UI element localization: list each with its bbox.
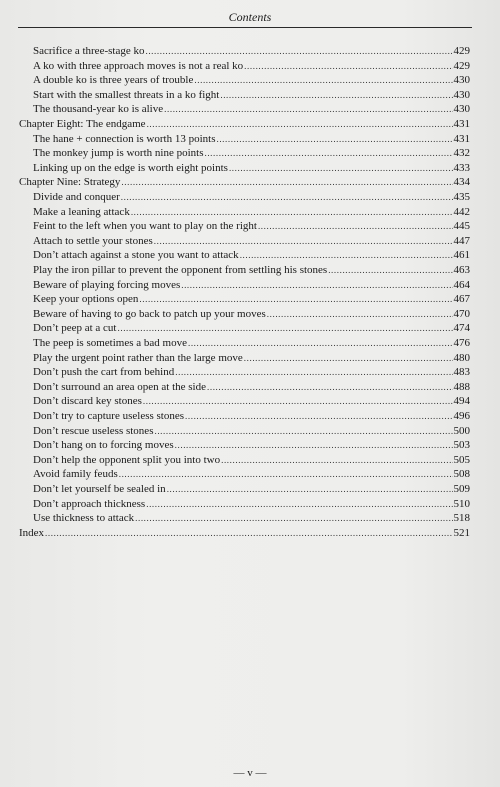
toc-entry-row [33, 351, 470, 365]
toc-entry-row [33, 409, 470, 423]
dot-leader [167, 482, 453, 496]
toc-entry-title: A double ko is three years of trouble [33, 74, 194, 87]
toc-page-number: 429 [453, 45, 470, 57]
toc-entry-row [33, 88, 470, 102]
toc-page-number: 447 [453, 234, 470, 247]
toc-page-number: 434 [453, 176, 470, 189]
dot-leader [154, 424, 452, 438]
toc-entry-row [33, 132, 470, 146]
dot-leader [216, 132, 452, 146]
toc-entry-title: Play the iron pillar to prevent the opponent from settling his stones [33, 264, 328, 276]
toc-page-number: 433 [453, 161, 470, 174]
toc-entry-title: Index [19, 526, 45, 539]
toc-page-number: 445 [453, 220, 470, 233]
toc-entry-row [33, 365, 470, 379]
toc-entry-title: Don’t discard key stones [33, 395, 142, 408]
toc-entry-row [33, 73, 470, 87]
dot-leader [240, 248, 453, 262]
toc-page-number: 463 [453, 264, 470, 276]
toc-page-number: 429 [453, 59, 470, 72]
toc-entry-title: Start with the smallest threats in a ko fight [33, 88, 220, 101]
toc-entry-title: Don’t try to capture useless stones [33, 410, 185, 422]
toc-entry-row [33, 321, 470, 335]
toc-entry-title: Linking up on the edge is worth eight points [33, 161, 228, 174]
running-header: Contents [228, 10, 272, 24]
dot-leader [164, 102, 452, 116]
toc-entry-title: Don’t push the cart from behind [33, 366, 175, 379]
toc-entry-row [33, 380, 470, 394]
toc-entry-title: A ko with three approach moves is not a real ko [33, 59, 244, 72]
toc-entry-title: Don’t surround an area open at the side [33, 380, 206, 393]
dot-leader [145, 44, 452, 58]
toc-entry-title: The thousand-year ko is alive [33, 103, 164, 116]
dot-leader [188, 336, 453, 350]
toc-entry-title: Don’t approach thickness [33, 497, 146, 510]
toc-entry-row [33, 438, 470, 452]
dot-leader [221, 453, 452, 467]
toc-page-number: 430 [453, 88, 470, 101]
dot-leader [175, 438, 453, 452]
toc-entry-row [33, 511, 470, 525]
toc-page-number: 474 [453, 322, 470, 335]
toc-page-number: 476 [453, 337, 470, 349]
dot-leader [175, 365, 452, 379]
toc-page-number: 508 [453, 468, 470, 481]
toc-entry-title: Don’t attach against a stone you want to attack [33, 249, 239, 262]
toc-entry-row [33, 44, 470, 58]
dot-leader [258, 219, 453, 233]
toc-entry-row [33, 146, 470, 160]
toc-page-number: 509 [453, 483, 470, 495]
dot-leader [229, 161, 453, 175]
dot-leader [139, 292, 452, 306]
dot-leader [328, 263, 452, 277]
toc-entry-row [33, 467, 470, 481]
dot-leader [185, 409, 452, 423]
toc-page-number: 464 [453, 278, 470, 291]
toc-page-number: 480 [453, 351, 470, 364]
toc-entry-title: Avoid family feuds [33, 468, 118, 481]
dot-leader [135, 511, 452, 525]
toc-entry-row [33, 424, 470, 438]
toc-page-number: 431 [453, 118, 470, 130]
toc-page-number: 503 [453, 439, 470, 452]
toc-entry-row [33, 219, 470, 233]
toc-entry-row [33, 205, 470, 219]
toc-entry-row [33, 497, 470, 511]
toc-entry-title: Beware of playing forcing moves [33, 278, 181, 291]
toc-entry-title: Chapter Eight: The endgame [19, 118, 146, 130]
dot-leader [147, 117, 453, 131]
toc-entry-title: Sacrifice a three-stage ko [33, 45, 145, 57]
dot-leader [181, 278, 452, 292]
toc-entry-row [33, 278, 470, 292]
header-rule [18, 27, 472, 28]
dot-leader [244, 59, 452, 73]
toc-entry-row [33, 190, 470, 204]
toc-page-number: 505 [453, 453, 470, 466]
toc-entry-title: Keep your options open [33, 293, 139, 306]
toc-entry-row [33, 102, 470, 116]
toc-entry-row [33, 292, 470, 306]
toc-entry-title: Feint to the left when you want to play on the right [33, 220, 257, 233]
toc-entry-title: Don’t hang on to forcing moves [33, 439, 174, 452]
toc-page-number: 432 [453, 147, 470, 160]
toc-entry-row [33, 161, 470, 175]
toc-entry-title: The hane + connection is worth 13 points [33, 132, 216, 145]
toc-page-number: 496 [453, 410, 470, 422]
toc-entry-title: Chapter Nine: Strategy [19, 176, 121, 189]
toc-page-number: 500 [453, 424, 470, 437]
dot-leader [204, 146, 452, 160]
toc-entry-row [33, 59, 470, 73]
dot-leader [121, 175, 452, 189]
toc-entry-title: Divide and conquer [33, 191, 120, 203]
toc-page-number: 431 [453, 132, 470, 145]
toc-entry-row [33, 394, 470, 408]
dot-leader [121, 190, 453, 204]
dot-leader [220, 88, 452, 102]
toc-entry-row [33, 307, 470, 321]
dot-leader [154, 234, 453, 248]
toc-page-number: 483 [453, 366, 470, 379]
toc-entry-title: Don’t help the opponent split you into two [33, 453, 221, 466]
toc-chapter-row [19, 526, 470, 540]
dot-leader [131, 205, 453, 219]
toc-entry-row [33, 248, 470, 262]
toc-page-number: 494 [453, 395, 470, 408]
toc-entry-title: Use thickness to attack [33, 512, 135, 525]
dot-leader [146, 497, 452, 511]
dot-leader [267, 307, 453, 321]
toc-entry-title: Don’t let yourself be sealed in [33, 483, 166, 495]
toc-page-number: 430 [453, 74, 470, 87]
toc-entry-title: Beware of having to go back to patch up your moves [33, 307, 266, 320]
toc-page-number: 435 [453, 191, 470, 203]
toc-entry-row [33, 482, 470, 496]
toc-entry-title: The monkey jump is worth nine points [33, 147, 204, 160]
page-number: — v — [233, 767, 267, 779]
toc-entry-row [33, 453, 470, 467]
dot-leader [207, 380, 453, 394]
toc-page-number: 461 [453, 249, 470, 262]
toc-entry-title: Don’t peep at a cut [33, 322, 117, 335]
dot-leader [244, 351, 453, 365]
toc-chapter-row [19, 117, 470, 131]
toc-entry-title: The peep is sometimes a bad move [33, 337, 187, 349]
toc-page-number: 442 [453, 205, 470, 218]
toc-chapter-row [19, 175, 470, 189]
dot-leader [119, 467, 453, 481]
toc-entry-title: Make a leaning attack [33, 205, 130, 218]
toc-page-number: 467 [453, 293, 470, 306]
toc-page-number: 510 [453, 497, 470, 510]
toc-page-number: 488 [453, 380, 470, 393]
toc-entry-title: Don’t rescue useless stones [33, 424, 154, 437]
toc-entry-title: Play the urgent point rather than the large move [33, 351, 243, 364]
dot-leader [118, 321, 453, 335]
dot-leader [45, 526, 452, 540]
toc-page-number: 470 [453, 307, 470, 320]
toc-page-number: 430 [453, 103, 470, 116]
toc-entry-title: Attach to settle your stones [33, 234, 153, 247]
toc-page-number: 521 [453, 526, 470, 539]
dot-leader [194, 73, 452, 87]
toc-entry-row [33, 234, 470, 248]
toc-entry-row [33, 336, 470, 350]
toc-page-number: 518 [453, 512, 470, 525]
dot-leader [143, 394, 453, 408]
toc-entry-row [33, 263, 470, 277]
